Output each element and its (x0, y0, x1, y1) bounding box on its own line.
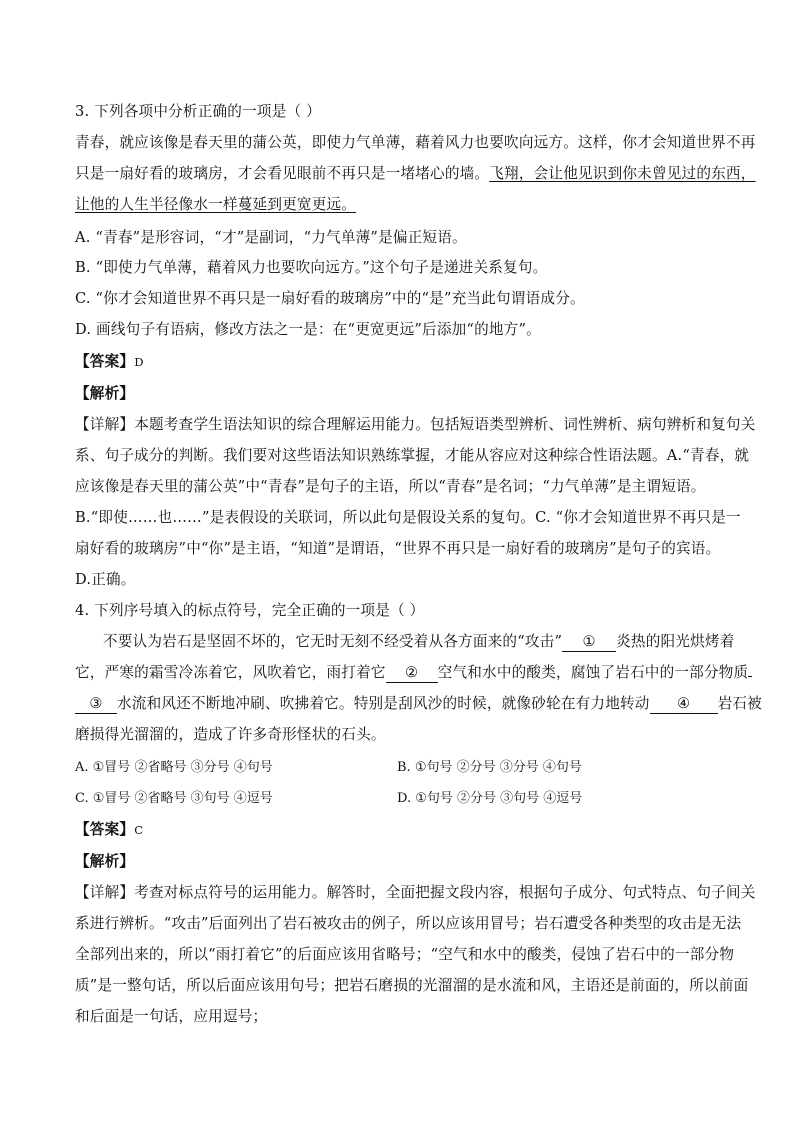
passage-text: 空气和水中的酸类，腐蚀了岩石中的一部分物质 (437, 664, 749, 681)
question-3-detail-line-3: 应该像是春天里的蒲公英”中“青春”是句子的主语，所以“青春”是名词；“力气单薄”是主谓短语。 (75, 478, 706, 495)
underlined-sentence-part-2: 让他的人生半径像水一样蔓延到更宽更远。 (75, 196, 357, 213)
passage-text: 不要认为岩石是坚固不坏的，它无时无刻不经受着从各方面来的“攻击” (103, 633, 563, 650)
blank-4: ④ (650, 695, 718, 714)
underlined-sentence-part-1: 飞翔，会让他见识到你未曾见过的东西， (489, 165, 756, 182)
answer-label: 【答案】 (75, 353, 135, 370)
answer-label: 【答案】 (75, 821, 135, 838)
question-4-passage-line-3 (75, 694, 762, 714)
question-4-option-d: D. ①句号 ②分号 ③句号 ④逗号 (397, 791, 583, 806)
blank-line-end (748, 676, 752, 677)
question-3-option-d: D. 画线句子有语病，修改方法之一是：在“更宽更远”后添加“的地方”。 (75, 321, 541, 338)
blank-1: ① (562, 633, 616, 652)
question-3-detail-line-6: D.正确。 (75, 571, 136, 588)
blank-2: ② (386, 664, 438, 683)
passage-text: 岩石被 (717, 695, 762, 712)
answer-value: C (134, 823, 144, 837)
question-3-passage-line-3 (75, 195, 356, 215)
question-4-detail-line-1: 【详解】考查对标点符号的运用能力。解答时，全面把握文段内容，根据句子成分、句式特点、句子间关 (75, 884, 756, 901)
question-4-option-a: A. ①冒号 ②省略号 ③分号 ④句号 (75, 760, 273, 775)
question-4-option-c: C. ①冒号 ②省略号 ③句号 ④逗号 (75, 791, 273, 806)
question-4-detail-line-4: 质”是一整句话，所以后面应该用句号；把岩石磨损的光溜溜的是水流和风，主语还是前面的，所以前面 (75, 977, 749, 994)
question-3-option-a: A. “青春”是形容词，“才”是副词，“力气单薄”是偏正短语。 (75, 229, 467, 246)
question-4-passage-line-2 (75, 663, 752, 683)
question-4-detail-line-2: 系进行辨析。“攻击”后面列出了岩石被攻击的例子，所以应该用冒号；岩石遭受各种类型的攻击是无法 (75, 915, 742, 932)
question-3-detail-line-2: 系、句子成分的判断。我们要对这些语法知识熟练掌握，才能从容应对这种综合性语法题。A.“青春，就 (75, 447, 750, 464)
question-3-detail-line-1: 【详解】本题考查学生语法知识的综合理解运用能力。包括短语类型辨析、词性辨析、病句辨析和复句关 (75, 416, 756, 433)
passage-text: 它，严寒的霜雪冷冻着它，风吹着它，雨打着它 (75, 664, 386, 681)
answer-value: D (134, 355, 144, 369)
analysis-label: 【解析】 (75, 385, 135, 402)
question-3-detail-line-4: B.“即使……也……”是表假设的关联词，所以此句是假设关系的复句。C. “你才会知道世界不再只是一 (75, 509, 741, 526)
question-3-option-c: C. “你才会知道世界不再只是一扇好看的玻璃房”中的“是”充当此句谓语成分。 (75, 290, 585, 307)
question-4-analysis-label (75, 852, 134, 872)
question-4-passage-line-1 (103, 632, 735, 652)
passage-text: 只是一扇好看的玻璃房，才会看见眼前不再只是一堵堵心的墙。 (75, 165, 490, 182)
question-4-passage-line-4: 磨损得光溜溜的，造成了许多奇形怪状的石头。 (75, 726, 386, 743)
question-3-answer (75, 352, 144, 372)
question-4-option-b: B. ①句号 ②分号 ③分号 ④句号 (397, 760, 582, 775)
question-4-title: 4. 下列序号填入的标点符号，完全正确的一项是（ ） (75, 602, 425, 619)
question-3-detail-line-5: 扇好看的玻璃房”中“你”是主语，“知道”是谓语，“世界不再只是一扇好看的玻璃房”是句子的宾语。 (75, 540, 721, 557)
question-3-option-b: B. “即使力气单薄，藉着风力也要吹向远方。”这个句子是递进关系复句。 (75, 259, 548, 276)
question-4-detail-line-5: 和后面是一句话，应用逗号； (75, 1008, 268, 1025)
question-4-detail-line-3: 全部列出来的，所以“雨打着它”的后面应该用省略号；“空气和水中的酸类，侵蚀了岩石中的一部分物 (75, 946, 735, 963)
blank-3: ③ (75, 695, 117, 714)
question-3-title: 3. 下列各项中分析正确的一项是（ ） (75, 103, 321, 120)
question-3-passage-line-2 (75, 164, 756, 184)
analysis-label: 【解析】 (75, 853, 135, 870)
question-4-answer (75, 820, 143, 840)
passage-text: 炎热的阳光烘烤着 (616, 633, 735, 650)
question-3-passage-line-1: 青春，就应该像是春天里的蒲公英，即使力气单薄，藉着风力也要吹向远方。这样，你才会知道世界不再 (75, 134, 756, 151)
passage-text: 水流和风还不断地冲刷、吹拂着它。特别是刮风沙的时候，就像砂轮在有力地转动 (117, 695, 650, 712)
question-3-analysis-label (75, 384, 134, 404)
